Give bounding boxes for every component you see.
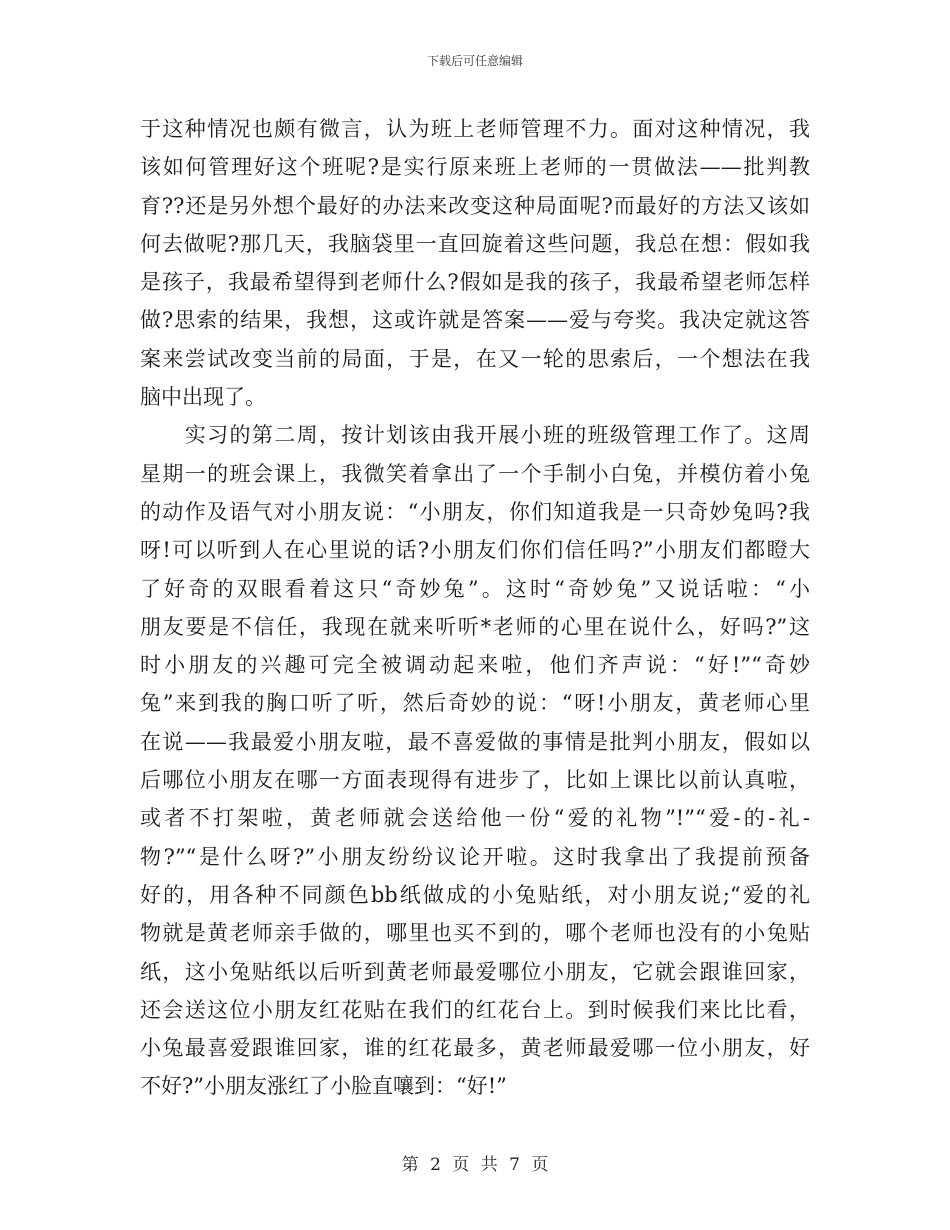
paragraph	[140, 416, 810, 1105]
text-line: 或者不打架啦，黄老师就会送给他一份“爱的礼物”!”“爱-的-礼-	[140, 806, 810, 831]
text-line: 呀!可以听到人在心里说的话?小朋友们你们信任吗?”小朋友们都瞪大	[140, 538, 810, 563]
text-line: 纸，这小兔贴纸以后听到黄老师最爱哪位小朋友，它就会跟谁回家，	[140, 959, 810, 984]
text-line: 时小朋友的兴趣可完全被调动起来啦，他们齐声说：“好!”“奇妙	[140, 653, 810, 678]
text-line: 物就是黄老师亲手做的，哪里也买不到的，哪个老师也没有的小兔贴	[140, 921, 810, 946]
text-line: 的动作及语气对小朋友说：“小朋友，你们知道我是一只奇妙兔吗?我	[140, 499, 810, 524]
text-line: 实习的第二周，按计划该由我开展小班的班级管理工作了。这周	[140, 423, 810, 448]
text-line: 了好奇的双眼看着这只“奇妙兔”。这时“奇妙兔”又说话啦：“小	[140, 576, 810, 601]
text-line: 兔”来到我的胸口听了听，然后奇妙的说：“呀!小朋友，黄老师心里	[140, 691, 810, 716]
text-line: 物?”“是什么呀?”小朋友纷纷议论开啦。这时我拿出了我提前预备	[140, 844, 810, 869]
text-line: 何去做呢?那几天，我脑袋里一直回旋着这些问题，我总在想：假如我	[140, 231, 810, 256]
text-line: 于这种情况也颇有微言，认为班上老师管理不力。面对这种情况，我	[140, 117, 810, 141]
text-line: 该如何管理好这个班呢?是实行原来班上老师的一贯做法——批判教	[140, 155, 810, 180]
text-line: 好的，用各种不同颜色bb纸做成的小兔贴纸，对小朋友说;“爱的礼	[140, 882, 810, 907]
text-line: 做?思索的结果，我想，这或许就是答案——爱与夸奖。我决定就这答	[140, 308, 810, 333]
header-note: 下载后可任意编辑	[426, 54, 523, 68]
text-line: 还会送这位小朋友红花贴在我们的红花台上。到时候我们来比比看，	[140, 997, 810, 1022]
paragraph	[140, 110, 810, 416]
text-line: 脑中出现了。	[140, 385, 266, 410]
text-line: 是孩子，我最希望得到老师什么?假如是我的孩子，我最希望老师怎样	[140, 270, 810, 295]
text-line: 在说——我最爱小朋友啦，最不喜爱做的事情是批判小朋友，假如以	[140, 729, 810, 754]
text-line: 小兔最喜爱跟谁回家，谁的红花最多，黄老师最爱哪一位小朋友，好	[140, 1036, 810, 1061]
page-number: 第 2 页 共 7 页	[401, 1155, 549, 1175]
text-line: 育??还是另外想个最好的办法来改变这种局面呢?而最好的方法又该如	[140, 193, 810, 218]
text-line: 案来尝试改变当前的局面，于是，在又一轮的思索后，一个想法在我	[140, 346, 810, 371]
text-line: 星期一的班会课上，我微笑着拿出了一个手制小白兔，并模仿着小兔	[140, 461, 810, 486]
text-line: 不好?”小朋友涨红了小脸直嚷到：“好!”	[140, 1074, 507, 1099]
text-line: 朋友要是不信任，我现在就来听听*老师的心里在说什么，好吗?”这	[140, 614, 810, 639]
body-text	[140, 110, 810, 1106]
text-line: 后哪位小朋友在哪一方面表现得有进步了，比如上课比以前认真啦，	[140, 768, 810, 793]
